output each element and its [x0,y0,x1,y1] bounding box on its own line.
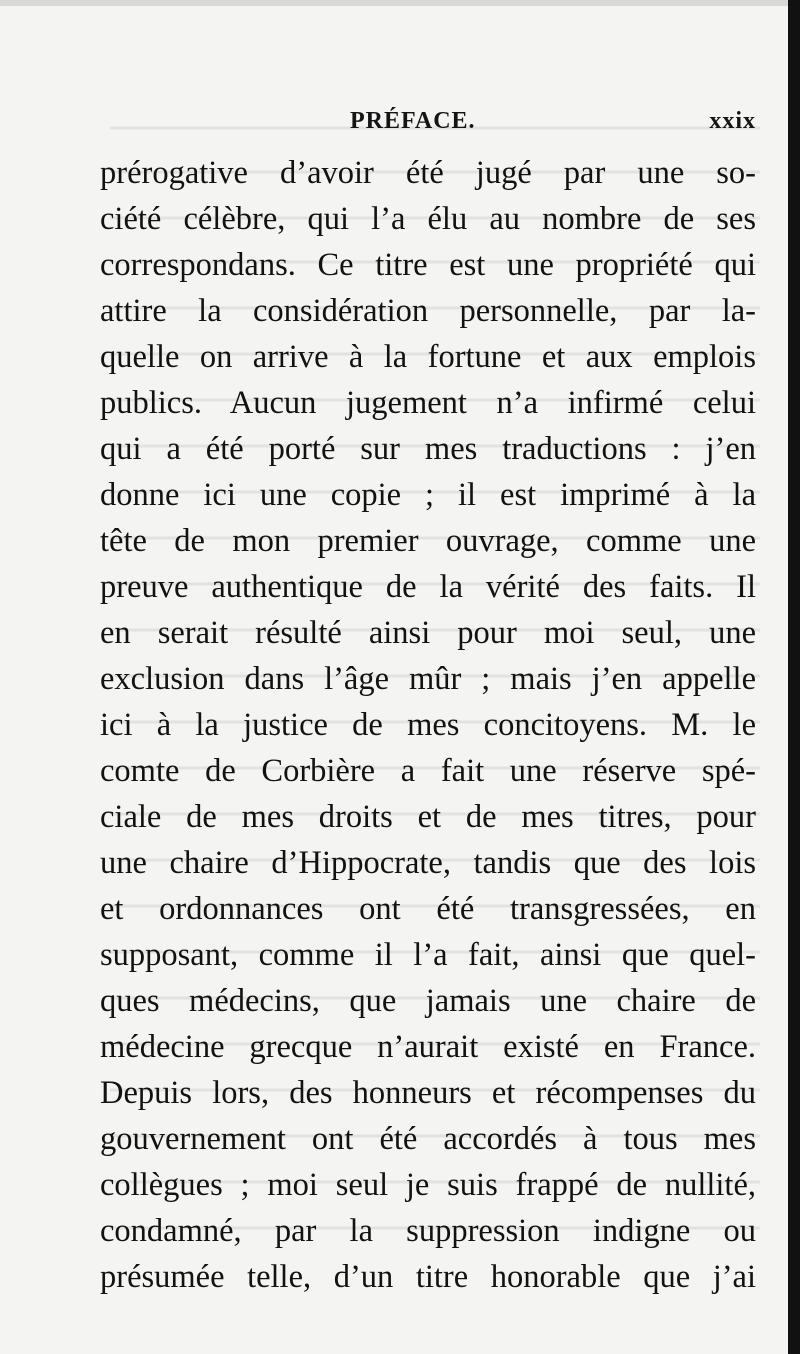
page-number: xxix [709,108,756,134]
text-line: comte de Corbière a fait une réserve spé- [100,753,756,789]
text-line: médecine grecque n’aurait existé en France. [100,1029,756,1065]
text-line: donne ici une copie ; il est imprimé à la [100,477,756,513]
text-line: une chaire d’Hippocrate, tandis que des lois [100,845,756,881]
text-line: condamné, par la suppression indigne ou [100,1213,756,1249]
text-line: correspondans. Ce titre est une propriété qui [100,247,756,283]
text-line: ciété célèbre, qui l’a élu au nombre de ses [100,201,756,237]
text-line: qui a été porté sur mes traductions : j’en [100,431,756,467]
body-text [100,150,756,1300]
text-line: gouvernement ont été accordés à tous mes [100,1121,756,1157]
text-line: quelle on arrive à la fortune et aux emplois [100,339,756,375]
text-line: ciale de mes droits et de mes titres, pour [100,799,756,835]
text-line: et ordonnances ont été transgressées, en [100,891,756,927]
text-line: en serait résulté ainsi pour moi seul, une [100,615,756,651]
text-line: supposant, comme il l’a fait, ainsi que quel- [100,937,756,973]
text-line: Depuis lors, des honneurs et récompenses du [100,1075,756,1111]
text-line: ques médecins, que jamais une chaire de [100,983,756,1019]
text-line: prérogative d’avoir été jugé par une so- [100,155,756,191]
text-line: preuve authentique de la vérité des faits. Il [100,569,756,605]
text-line: exclusion dans l’âge mûr ; mais j’en appelle [100,661,756,697]
text-line: publics. Aucun jugement n’a infirmé celui [100,385,756,421]
text-line: tête de mon premier ouvrage, comme une [100,523,756,559]
running-title: PRÉFACE. [350,108,476,134]
text-line: présumée telle, d’un titre honorable que j’ai [100,1259,756,1295]
running-header [100,108,756,140]
text-line: collègues ; moi seul je suis frappé de nullité, [100,1167,756,1203]
text-line: ici à la justice de mes concitoyens. M. le [100,707,756,743]
text-line: attire la considération personnelle, par la- [100,293,756,329]
